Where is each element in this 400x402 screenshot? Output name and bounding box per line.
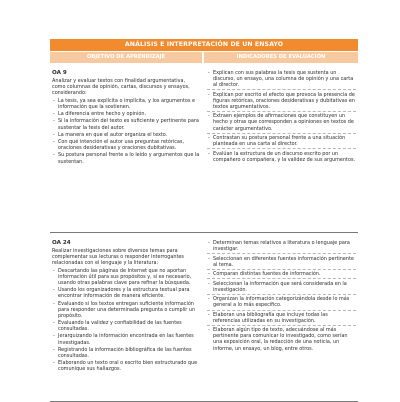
objective-code: OA 24 — [52, 240, 71, 246]
indicators-cell — [204, 237, 358, 401]
objective-intro: Realizar investigaciones sobre diversos temas para complementar sus lecturas o responder interrogantes relacionadas con el lenguaje y la literatura: — [52, 248, 184, 267]
objective-bullet: - Si la información del texto es suficiente y pertinente para sustentar la tesis del autor. — [52, 118, 200, 130]
indicator-item: - Explican por escrito el efecto que provoca la presencia de figuras retóricas, oraciones desiderativas y dubitativas en textos argumentativos. — [207, 92, 356, 112]
objective-bullet: - Elaborando un texto oral o escrito bien estructurado que comunique sus hallazgos. — [52, 360, 200, 372]
column-header-indicators: INDICADORES DE EVALUACIÓN — [204, 52, 358, 63]
objective-bullet: - La diferencia entre hecho y opinión. — [52, 111, 200, 117]
column-header-objective: OBJETIVO DE APRENDIZAJE — [50, 52, 202, 63]
indicator-item: - Elaboran una bibliografía que incluye todas las referencias utilizadas en su investigación. — [207, 312, 356, 326]
objective-cell — [50, 237, 202, 401]
indicators-cell — [204, 67, 358, 232]
table-row — [50, 237, 358, 402]
table-header-row — [50, 52, 358, 63]
objective-bullet: - Registrando la información bibliográfica de las fuentes consultadas. — [52, 347, 200, 359]
indicator-item: - Elaboran algún tipo de texto, adecuándose al más pertinente para comunicar lo investigado, como serían una exposición oral, la redacción de una noticia, un informe, un ensayo, un blog, entre otros. — [207, 327, 356, 353]
indicator-item: - Contrastan su postura personal frente a una situación planteada en una carta al director. — [207, 135, 356, 149]
indicator-item: - Determinan temas relativos a literatura o lenguaje para investigar. — [207, 240, 356, 254]
indicator-item: - Seleccionan en diferentes fuentes información pertinente al tema. — [207, 256, 356, 270]
objective-bullet: - Su postura personal frente a lo leído y argumentos que la sustentan. — [52, 152, 200, 164]
table-title: ANÁLISIS E INTERPRETACIÓN DE UN ENSAYO — [50, 39, 358, 51]
objective-bullet: - Evaluando si los textos entregan suficiente información para responder una determinada pregunta o cumplir un propósito. — [52, 301, 200, 319]
objective-bullet: - Evaluando la validez y confiabilidad de las fuentes consultadas. — [52, 320, 200, 332]
assessment-table — [50, 39, 358, 402]
objective-bullet: - La tesis, ya sea explícita o implícita, y los argumentos e información que la sostienen. — [52, 98, 200, 110]
objective-bullet: - Usando los organizadores y la estructura textual para encontrar información de manera eficiente. — [52, 287, 200, 299]
indicator-item: - Extraen ejemplos de afirmaciones que constituyen un hecho y otras que corresponden a opiniones en textos de carácter argumentativo. — [207, 113, 356, 133]
indicator-item: - Evalúan la estructura de un discurso escrito por un compañero o compañera, y la validez de sus argumentos. — [207, 151, 356, 164]
objective-bullet: - Descartando las páginas de Internet que no aportan información útil para sus propósitos y, si es necesario, usando otras palabras clave para refinar la búsqueda. — [52, 268, 200, 286]
indicator-item: - Organizan la información categorizándola desde lo más general a lo más específico. — [207, 296, 356, 310]
objective-bullet: - Con qué intención el autor usa preguntas retóricas, oraciones desiderativas y oraciones dubitativas. — [52, 139, 200, 151]
objective-intro: Analizar y evaluar textos con finalidad argumentativa, como columnas de opinión, cartas, discursos y ensayos, considerando: — [52, 78, 190, 97]
objective-bullet: - Jerarquizando la información encontrada en las fuentes investigadas. — [52, 333, 200, 345]
indicator-item: - Seleccionan la información que será considerada en la investigación. — [207, 281, 356, 295]
table-row — [50, 67, 358, 233]
indicator-item: - Explican con sus palabras la tesis que sustenta un discurso, un ensayo, una columna de opinión y una carta al director. — [207, 70, 356, 90]
objective-code: OA 9 — [52, 70, 67, 76]
indicator-item: - Comparan distintas fuentes de información. — [207, 271, 356, 279]
objective-cell — [50, 67, 202, 232]
objective-bullet: - La manera en que el autor organiza el texto. — [52, 132, 200, 138]
